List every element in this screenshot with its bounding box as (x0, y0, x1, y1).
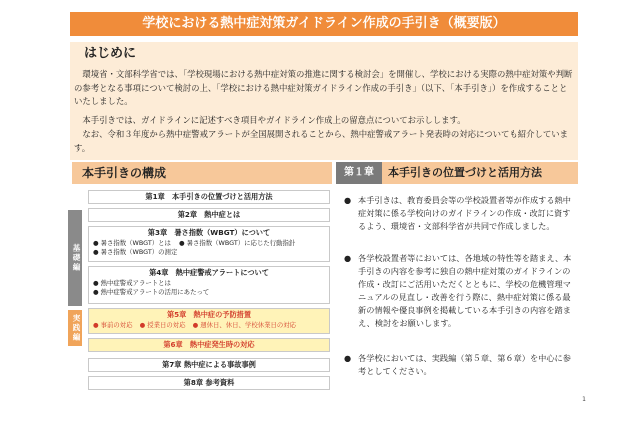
side-label-basic: 基礎編 (68, 210, 82, 306)
bullet-dot: ● (344, 195, 352, 205)
chapter-5-item: ● 授業日の対応 (139, 321, 186, 329)
chapter-5-title: 第5章 熱中症の予防措置 (166, 310, 252, 319)
bullet-dot: ● (344, 253, 352, 263)
chapter-3-title: 第3章 暑さ指数（WBGT）について (147, 228, 271, 237)
intro-heading: はじめに (84, 46, 137, 61)
intro-paragraph-1: 環境省・文部科学省では、「学校現場における熱中症対策の推進に関する検討会」を開催し、学校における実際の熱中症対策や判断の参考となる事項について検討の上、「学校における熱中症対策ガイドライン作成の手引き」（以下、「本手引き」）を作成することといたしました。 (74, 69, 573, 106)
chapter-5-item: ● 事前の対応 (93, 321, 133, 329)
chapter-4-item: ● 熱中症警戒アラートとは (93, 279, 171, 287)
chapter-row-7: 第7章 熱中症による事故事例 (88, 358, 330, 372)
bullet-dot: ● (344, 353, 352, 363)
chapter-3-item: ● 暑さ指数（WBGT）に応じた行動指針 (179, 239, 296, 247)
bullet-text: 本手引きは、教育委員会等の学校設置者等が作成する熱中症対策に係る学校向けのガイドラインの作成・改訂に資するよう、環境省・文部科学省が共同で作成しました。 (358, 195, 571, 231)
chapter1-bullet-3 (344, 352, 576, 378)
chapter-3-item: ● 暑さ指数（WBGT）とは (93, 239, 171, 247)
chapter-block-5 (88, 308, 330, 334)
chapter1-bullet-2 (344, 252, 576, 330)
chapter-row-1: 第1章 本手引きの位置づけと活用方法 (88, 190, 330, 204)
bullet-text: 各学校においては、実践編（第５章、第６章）を中心に参考としてください。 (358, 353, 571, 376)
side-label-practical: 実践編 (68, 310, 82, 346)
chapter-3-item: ● 暑さ指数（WBGT）の測定 (93, 247, 178, 256)
page-number: 1 (582, 396, 586, 403)
chapter-block-4 (88, 266, 330, 304)
bullet-text: 各学校設置者等においては、各地域の特性等を踏まえ、本手引きの内容を参考に独自の熱中症対策のガイドラインの作成・改訂にご活用いただくとともに、学校の危機管理マニュアルの見直し・改善を行う際に、熱中症対策に係る最新の情報や優良事例を掲載している本手引きの内容を踏まえ、検討をお願いします。 (358, 253, 572, 328)
chapter1-title: 本手引きの位置づけと活用方法 (388, 166, 542, 179)
chapter-row-6: 第6章 熱中症発生時の対応 (88, 338, 330, 352)
chapter-4-title: 第4章 熱中症警戒アラートについて (149, 268, 269, 277)
intro-paragraph-2: 本手引きでは、ガイドラインに記述すべき項目やガイドライン作成上の留意点についてお示しします。 (82, 115, 466, 125)
chapter-4-item: ● 熱中症警戒アラートの活用にあたって (93, 287, 210, 296)
chapter-row-2: 第2章 熱中症とは (88, 208, 330, 222)
chapter1-heading (336, 162, 578, 184)
structure-heading: 本手引きの構成 (72, 162, 332, 184)
chapter-5-item: ● 週休日、休日、学校休業日の対応 (192, 321, 297, 329)
chapter-block-3 (88, 226, 330, 262)
chapter-tag: 第１章 (336, 162, 382, 184)
intro-paragraph-3: なお、令和３年度から熱中症警戒アラートが全国展開されることから、熱中症警戒アラート発表時の対応についても紹介しています。 (74, 129, 568, 153)
document-title: 学校における熱中症対策ガイドライン作成の手引き（概要版） (70, 12, 578, 36)
chapter-row-8: 第8章 参考資料 (88, 376, 330, 390)
chapter1-bullet-1 (344, 194, 576, 233)
